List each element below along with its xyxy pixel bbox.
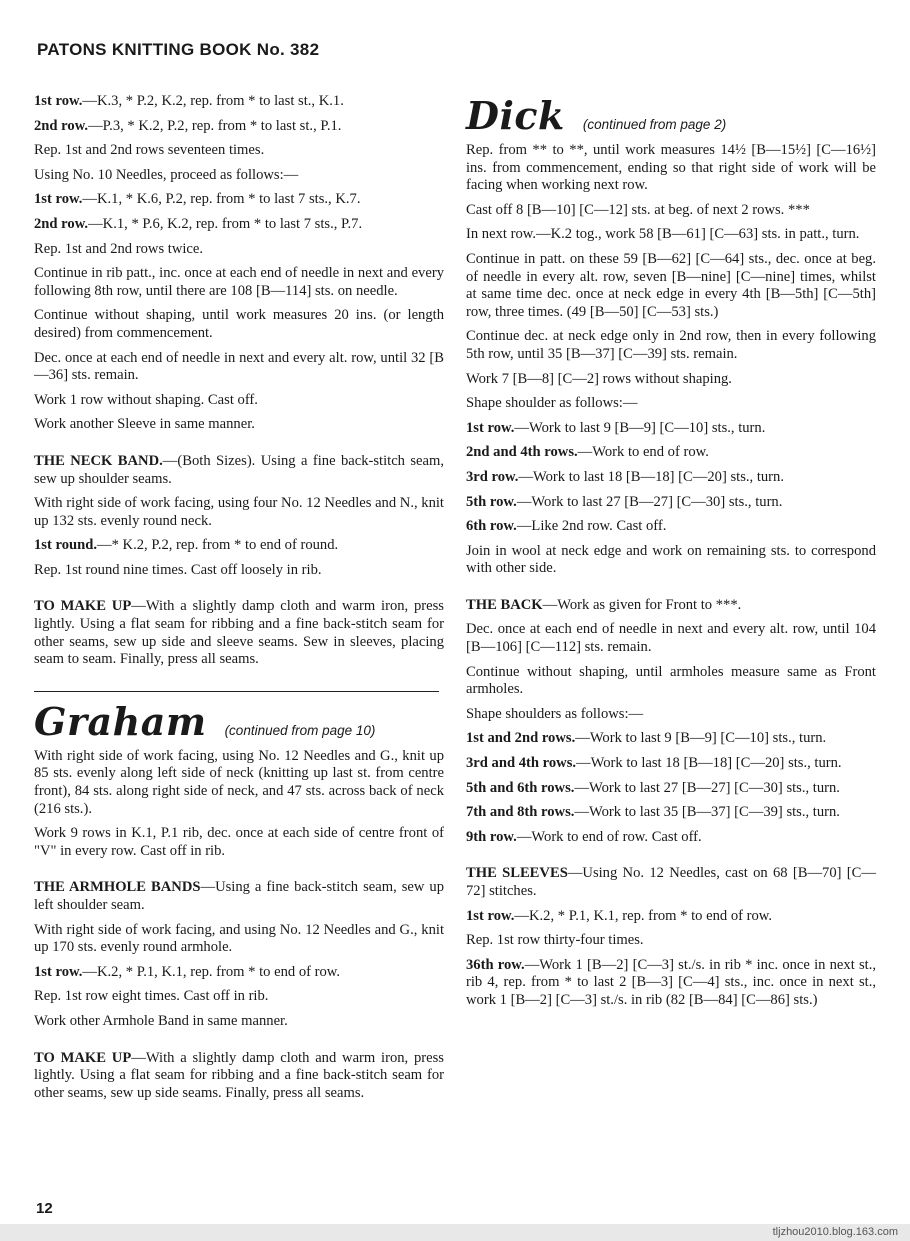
graham-continued-note: (continued from page 10) <box>224 722 376 738</box>
paragraph <box>34 748 444 818</box>
paragraph <box>466 957 876 1010</box>
paragraph-text: With right side of work facing, and using No. 12 Needles and G., knit up 170 sts. evenly round armhole. <box>34 921 444 956</box>
paragraph <box>466 543 876 578</box>
paragraph-heading: 1st row. <box>34 963 83 980</box>
sleeve-instructions <box>34 93 444 434</box>
paragraph <box>466 328 876 363</box>
paragraph <box>466 730 876 748</box>
paragraph-text: —Work 1 [B—2] [C—3] st./s. in rib * inc. once in next st., rib 4, rep. from * to last 2 [B—3] [C—4] sts., inc. once in next st., work 1 [B—2] [C—3] st./s. in rib (82 [B—84] [C—86] sts.) <box>466 956 877 1008</box>
paragraph-text: —K.3, * P.2, K.2, rep. from * to last st., K.1. <box>82 93 344 109</box>
paragraph-text: Work 1 row without shaping. Cast off. <box>34 391 258 408</box>
paragraph <box>34 562 444 580</box>
paragraph-heading: 5th row. <box>466 493 517 510</box>
paragraph-text: Using No. 10 Needles, proceed as follows:— <box>34 166 299 183</box>
paragraph-heading: 2nd row. <box>34 215 89 232</box>
paragraph <box>34 988 444 1006</box>
paragraph-heading: 3rd row. <box>466 468 519 485</box>
paragraph <box>466 932 876 950</box>
paragraph-text: Dec. once at each end of needle in next and every alt. row, until 104 [B—106] [C—112] sts. remain. <box>466 621 876 656</box>
paragraph-text: Rep. 1st row eight times. Cast off in rib. <box>34 988 269 1005</box>
paragraph-heading: 6th row. <box>466 518 517 535</box>
paragraph-heading: 1st round. <box>34 537 97 554</box>
paragraph <box>34 350 444 385</box>
paragraph <box>466 469 876 487</box>
paragraph-text: In next row.—K.2 tog., work 58 [B—61] [C—63] sts. in patt., turn. <box>466 226 860 243</box>
paragraph-text: —Using a fine back-stitch seam, sew up left shoulder seam. <box>34 879 444 913</box>
paragraph-text: —P.3, * K.2, P.2, rep. from * to last st., P.1. <box>88 117 342 134</box>
paragraph-text: Rep. 1st and 2nd rows twice. <box>34 240 204 257</box>
paragraph-heading: 1st row. <box>466 419 515 436</box>
paragraph <box>34 392 444 410</box>
paragraph <box>34 167 444 185</box>
paragraph-text: —Like 2nd row. Cast off. <box>516 518 667 535</box>
paragraph-text: With right side of work facing, using No. 12 Needles and G., knit up 85 sts. evenly along left side of neck (knitting up last st. from centre front), 84 sts. along right side of neck, and 47 sts. across back of neck (216 sts.). <box>34 747 444 817</box>
paragraph-text: —Work to last 18 [B—18] [C—20] sts., turn. <box>576 755 842 772</box>
paragraph <box>34 93 444 111</box>
paragraph-text: —Work as given for Front to ***. <box>542 596 742 613</box>
neck-band-section <box>34 453 444 580</box>
paragraph-text: —Work to last 9 [B—9] [C—10] sts., turn. <box>575 730 827 747</box>
paragraph-text: Work 9 rows in K.1, P.1 rib, dec. once at each side of centre front of "V" in every row. Cast off in rib. <box>34 825 444 859</box>
paragraph-heading: 2nd row. <box>34 117 89 134</box>
graham-title-row <box>34 698 444 744</box>
dick-sleeves-section <box>466 865 876 1009</box>
paragraph-heading: 36th row. <box>466 956 525 973</box>
paragraph <box>34 216 444 234</box>
paragraph-heading: 3rd and 4th rows. <box>466 755 577 772</box>
paragraph <box>466 804 876 822</box>
paragraph <box>466 226 876 244</box>
paragraph <box>466 621 876 656</box>
paragraph-text: —With a slightly damp cloth and warm iron, press lightly. Using a flat seam for ribbing and a fine back-stitch seam for other seams, sew up side seams. Finally, press all seams. <box>34 1049 444 1101</box>
paragraph-heading: 7th and 8th rows. <box>466 804 575 821</box>
paragraph <box>34 1050 444 1103</box>
dick-continued-note: (continued from page 2) <box>582 117 727 132</box>
paragraph <box>466 420 876 438</box>
paragraph <box>466 395 876 413</box>
paragraph-text: Cast off 8 [B—10] [C—12] sts. at beg. of next 2 rows. *** <box>466 201 810 218</box>
paragraph <box>34 118 444 136</box>
paragraph-text: Join in wool at neck edge and work on remaining sts. to correspond with other side. <box>466 542 876 577</box>
paragraph-text: Shape shoulders as follows:— <box>466 705 644 722</box>
paragraph <box>34 1013 444 1031</box>
dick-back-section <box>466 597 876 847</box>
watermark-text: tljzhou2010.blog.163.com <box>772 1226 898 1238</box>
paragraph <box>466 142 876 195</box>
paragraph-text: —K.2, * P.1, K.1, rep. from * to end of row. <box>514 907 773 924</box>
graham-make-up-section <box>34 1050 444 1103</box>
paragraph-heading: THE NECK BAND. <box>34 452 163 469</box>
paragraph <box>466 444 876 462</box>
paragraph <box>466 908 876 926</box>
paragraph-heading: TO MAKE UP <box>34 598 132 615</box>
paragraph-text: Work 7 [B—8] [C—2] rows without shaping. <box>466 370 732 387</box>
paragraph-text: —K.2, * P.1, K.1, rep. from * to end of row. <box>82 963 341 980</box>
paragraph <box>34 922 444 957</box>
paragraph <box>34 537 444 555</box>
paragraph-text: —Work to last 9 [B—9] [C—10] sts., turn. <box>514 419 766 436</box>
paragraph-text: —Work to last 27 [B—27] [C—30] sts., turn. <box>516 493 783 510</box>
left-column <box>34 93 444 1109</box>
section-divider <box>34 691 439 692</box>
paragraph <box>466 706 876 724</box>
paragraph-text: —Work to last 27 [B—27] [C—30] sts., turn. <box>574 779 840 796</box>
paragraph <box>34 879 444 914</box>
right-column <box>466 93 877 1017</box>
graham-neck-section <box>34 748 444 861</box>
page-number: 12 <box>36 1200 53 1217</box>
paragraph <box>466 597 876 615</box>
paragraph-heading: TO MAKE UP <box>34 1049 132 1066</box>
paragraph-heading: 5th and 6th rows. <box>466 779 575 796</box>
paragraph <box>34 598 444 668</box>
paragraph-text: —K.1, * K.6, P.2, rep. from * to last 7 sts., K.7. <box>82 191 361 208</box>
paragraph-heading: THE ARMHOLE BANDS <box>34 879 201 896</box>
paragraph <box>466 518 876 536</box>
paragraph-text: —Work to end of row. Cast off. <box>516 828 702 845</box>
paragraph-text: Rep. 1st round nine times. Cast off loosely in rib. <box>34 561 322 578</box>
paragraph-text: Rep. 1st and 2nd rows seventeen times. <box>34 142 265 159</box>
paragraph <box>466 664 876 699</box>
dick-title-row <box>466 93 876 138</box>
paragraph-heading: THE BACK <box>466 596 543 613</box>
paragraph <box>34 495 444 530</box>
paragraph-text: Continue without shaping, until work measures 20 ins. (or length desired) from commencement. <box>34 307 444 341</box>
paragraph-text: Work other Armhole Band in same manner. <box>34 1012 288 1029</box>
paragraph <box>466 755 876 773</box>
paragraph <box>466 780 876 798</box>
paragraph-heading: 1st row. <box>466 907 515 924</box>
graham-title: Graham <box>34 698 207 744</box>
make-up-section <box>34 598 444 668</box>
paragraph <box>466 202 876 220</box>
paragraph <box>34 825 444 860</box>
paragraph-text: Continue without shaping, until armholes measure same as Front armholes. <box>466 663 876 698</box>
paragraph-heading: 1st row. <box>34 191 83 208</box>
dick-front-section <box>466 142 876 578</box>
paragraph-text: Continue in patt. on these 59 [B—62] [C—64] sts., dec. once at beg. of needle in every alt. row, seven [B—nine] [C—nine] times, whilst at same time dec. once at neck edge in every 4th [B—5th] [C—5th] row, three times. (49 [B—50] [C—53] sts.) <box>466 250 876 320</box>
paragraph-text: Work another Sleeve in same manner. <box>34 416 255 433</box>
paragraph-heading: 9th row. <box>466 828 517 845</box>
paragraph <box>34 416 444 434</box>
paragraph-text: —Work to end of row. <box>577 444 709 461</box>
paragraph <box>34 191 444 209</box>
paragraph-text: —Using No. 12 Needles, cast on 68 [B—70] [C—72] stitches. <box>466 865 876 899</box>
paragraph <box>34 142 444 160</box>
dick-title: Dick <box>466 93 565 138</box>
paragraph <box>34 265 444 300</box>
paragraph-heading: 1st row. <box>34 93 83 109</box>
paragraph-text: Shape shoulder as follows:— <box>466 395 638 412</box>
paragraph <box>466 371 876 389</box>
paragraph <box>466 829 876 847</box>
paragraph-text: —K.1, * P.6, K.2, rep. from * to last 7 sts., P.7. <box>88 215 363 232</box>
paragraph <box>34 241 444 259</box>
paragraph <box>466 494 876 512</box>
paragraph <box>466 865 876 900</box>
paragraph <box>34 307 444 342</box>
paragraph-text: Continue dec. at neck edge only in 2nd row, then in every following 5th row, until 35 [B—37] [C—39] sts. remain. <box>466 328 876 362</box>
paragraph-text: —Work to last 35 [B—37] [C—39] sts., turn. <box>574 804 840 821</box>
paragraph <box>466 251 876 321</box>
paragraph <box>34 964 444 982</box>
paragraph-heading: 1st and 2nd rows. <box>466 730 576 747</box>
paragraph-heading: 2nd and 4th rows. <box>466 444 578 461</box>
paragraph-text: Continue in rib patt., inc. once at each end of needle in next and every following 8th row, until there are 108 [B—114] sts. on needle. <box>34 265 444 299</box>
paragraph-heading: THE SLEEVES <box>466 865 568 882</box>
paragraph-text: —Work to last 18 [B—18] [C—20] sts., turn. <box>518 468 784 485</box>
paragraph <box>34 453 444 488</box>
graham-armhole-section <box>34 879 444 1030</box>
paragraph-text: —* K.2, P.2, rep. from * to end of round. <box>97 537 339 554</box>
book-header: PATONS KNITTING BOOK No. 382 <box>37 40 320 59</box>
paragraph-text: Rep. 1st row thirty-four times. <box>466 932 644 949</box>
paragraph-text: With right side of work facing, using four No. 12 Needles and N., knit up 132 sts. evenly round neck. <box>34 495 444 529</box>
paragraph-text: Rep. from ** to **, until work measures 14½ [B—15½] [C—16½] ins. from commencement, ending so that right side of work will be facing when working next row. <box>466 142 876 194</box>
paragraph-text: —(Both Sizes). Using a fine back-stitch seam, sew up shoulder seams. <box>34 452 445 487</box>
paragraph-text: Dec. once at each end of needle in next and every alt. row, until 32 [B—36] sts. remain. <box>34 349 444 384</box>
paragraph-text: —With a slightly damp cloth and warm iron, press lightly. Using a flat seam for ribbing and a fine back-stitch seam for other seams, sew up side and sleeve seams. Sew in sleeves, placing seam to seam. Finally, press all seams. <box>34 598 444 668</box>
